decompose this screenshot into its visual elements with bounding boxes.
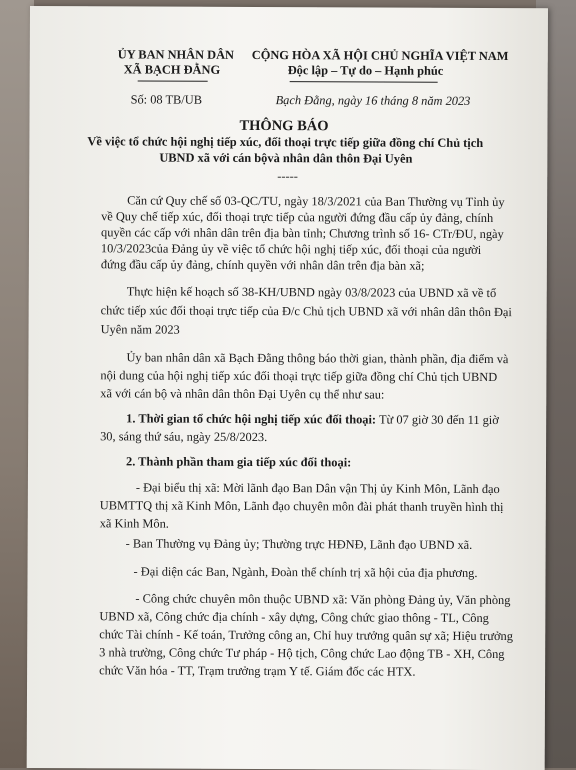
agency-underline xyxy=(138,80,208,81)
item4-line: 3 nhà trường, Công chức Tư pháp - Hộ tịch, Công chức Lao động TB - XH, Công xyxy=(99,645,505,662)
para1-line: đứng đầu cấp ủy đảng, chính quyền với nhân dân trên địa bàn xã; xyxy=(100,257,425,273)
item2: - Ban Thường vụ Đảng ủy; Thường trực HĐNĐ, Lãnh đạo UBND xã. xyxy=(125,536,473,552)
para3-line: Ủy ban nhân dân xã Bạch Đằng thông báo thời gian, thành phần, địa điểm và xyxy=(126,350,509,367)
item1-line: UBMTTQ thị xã Kinh Môn, Lãnh đạo chuyên môn đài phát thanh truyền hình thị xyxy=(99,498,504,515)
agency-name-line2: XÃ BẠCH ĐẰNG xyxy=(123,62,221,77)
item4-line: chức Văn hóa - TT, Trạm trưởng trạm Y tế. Giám đốc các HTX. xyxy=(99,663,416,679)
item4-line: UBND xã, Công chức địa chính - xây dựng, Công chức giao thông - TL, Công xyxy=(99,609,489,626)
item4-line: - Công chức chuyên môn thuộc UBND xã: Văn phòng Đảng ủy, Văn phòng xyxy=(135,591,511,608)
item4-line: chức Tài chính - Kế toán, Trưởng công an, Chỉ huy trưởng quân sự xã; Hiệu trưởng xyxy=(99,627,513,644)
section2-label: 2. Thành phần tham gia tiếp xúc đối thoại: xyxy=(125,454,352,470)
section1-line1 xyxy=(126,411,499,428)
item1-line: - Đại biểu thị xã: Mời lãnh đạo Ban Dân vận Thị ủy Kinh Môn, Lãnh đạo xyxy=(135,480,500,497)
title-separator: ----- xyxy=(277,169,298,184)
para1-line: quyền các cấp với nhân dân trên địa bàn tỉnh; Chương trình số 16- CTr/ĐU, ngày xyxy=(100,225,504,242)
para1-line: Căn cứ Quy chế số 03-QC/TU, ngày 18/3/2021 của Ban Thường vụ Tỉnh ủy xyxy=(127,193,505,210)
document-page xyxy=(27,6,548,770)
subject-line2: UBND xã với cán bộvà nhân dân thôn Đại Uyên xyxy=(159,150,413,166)
document-heading: THÔNG BÁO xyxy=(239,117,329,135)
place-date: Bạch Đằng, ngày 16 tháng 8 năm 2023 xyxy=(275,93,471,108)
section1-label: 1. Thời gian tổ chức hội nghị tiếp xúc đối thoại: xyxy=(126,411,377,427)
para3-line: xã với cán bộ và nhân dân thôn Đại Uyên cụ thể như sau: xyxy=(100,386,385,402)
agency-name-line1: ỦY BAN NHÂN DÂN xyxy=(117,47,235,62)
item1-line: xã Kinh Môn. xyxy=(99,516,169,531)
motto-underline xyxy=(290,81,438,83)
section1-line2: 30, sáng thứ sáu, ngày 25/8/2023. xyxy=(100,429,268,445)
para1-line: về Quy chế tiếp xúc, đối thoại trực tiếp của người đứng đầu cấp ủy đảng, chính xyxy=(101,209,494,226)
para2-line: Thực hiện kế hoạch số 38-KH/UBND ngày 03/8/2023 của UBND xã về tổ xyxy=(126,284,497,301)
document-number: Số: 08 TB/UB xyxy=(130,92,203,107)
subject-line1: Về việc tổ chức hội nghị tiếp xúc, đối thoại trực tiếp giữa đồng chí Chủ tịch xyxy=(87,134,484,150)
item3: - Đại diện các Ban, Ngành, Đoàn thể chính trị xã hội của địa phương. xyxy=(133,564,478,580)
para2-line: chức tiếp xúc đối thoại trực tiếp của Đ/c Chủ tịch UBND xã với nhân dân thôn Đại xyxy=(100,303,512,320)
para3-line: nội dung của hội nghị tiếp xúc đối thoại trực tiếp giữa đồng chí Chủ tịch UBND xyxy=(100,368,498,385)
para1-line: 10/3/2023của Đảng ủy về việc tổ chức hội nghị tiếp xúc, đối thoại của người xyxy=(100,241,482,257)
para2-line: Uyên năm 2023 xyxy=(100,322,180,337)
national-title: CỘNG HÒA XÃ HỘI CHỦ NGHĨA VIỆT NAM xyxy=(251,47,509,64)
section1-text: Từ 07 giờ 30 đến 11 giờ xyxy=(376,412,499,428)
national-motto: Độc lập – Tự do – Hạnh phúc xyxy=(287,63,444,78)
